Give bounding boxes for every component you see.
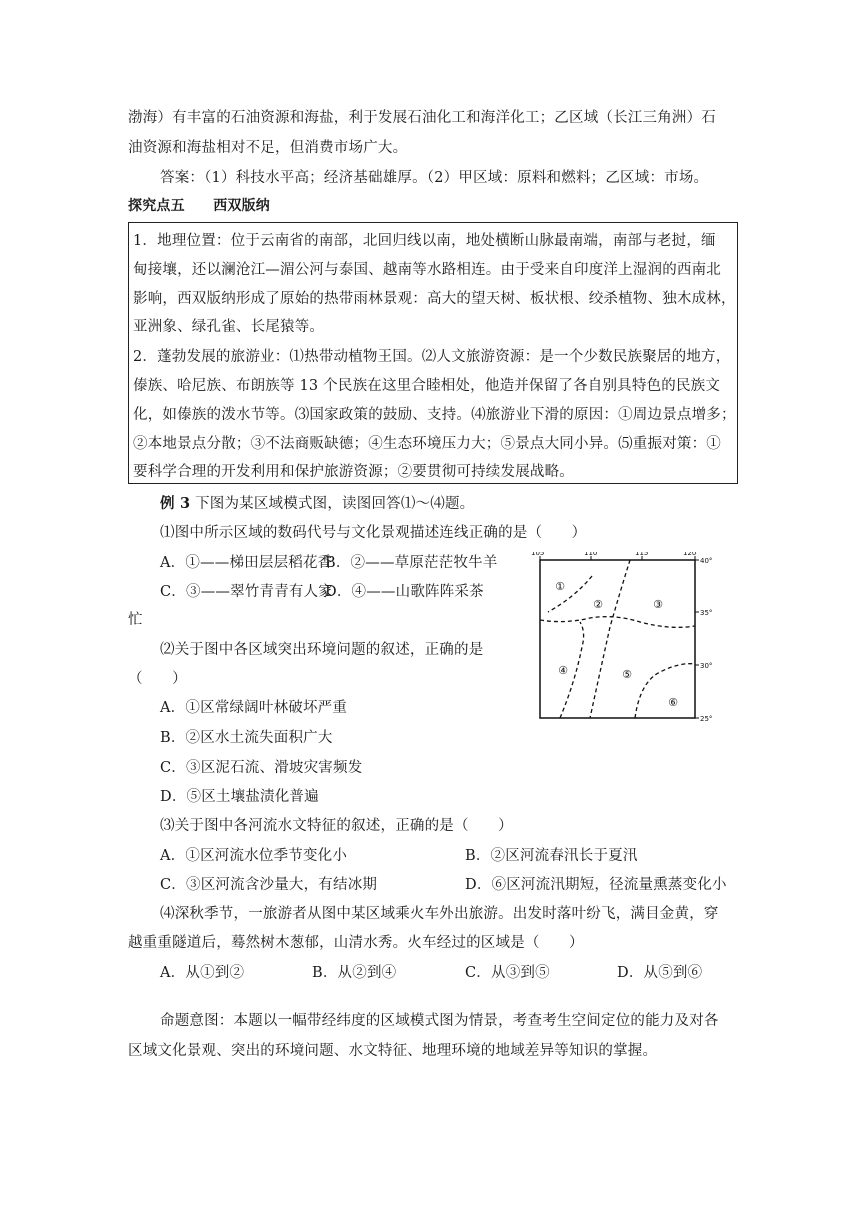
box-line: ②本地景点分散；③不法商贩缺德；④生态环境压力大；⑤景点大同小异。⑸重振对策：① <box>133 436 721 452</box>
question-stem: 越重重隧道后，蓦然树木葱郁，山清水秀。火车经过的区域是（ ） <box>128 935 584 951</box>
intent-line: 命题意图：本题以一幅带经纬度的区域模式图为情景，考查考生空间定位的能力及对各 <box>160 1013 719 1029</box>
option: B．从②到④ <box>312 965 397 981</box>
lat-label: 30° <box>700 662 713 670</box>
lat-label: 35° <box>700 609 713 617</box>
option: A．①区常绿阔叶林破坏严重 <box>160 700 348 716</box>
option: C．从③到⑤ <box>465 965 550 981</box>
box-line: 傣族、哈尼族、布朗族等 13 个民族在这里合睦相处，他造并保留了各自别具特色的民族文 <box>133 378 721 394</box>
box-line: 化，如傣族的泼水节等。⑶国家政策的鼓励、支持。⑷旅游业下滑的原因：①周边景点增多； <box>133 407 736 423</box>
lat-label: 40° <box>700 557 713 565</box>
option: D．⑥区河流汛期短，径流量熏蒸变化小 <box>465 877 727 893</box>
lon-label: 120° <box>683 552 700 557</box>
region-label: ④ <box>558 664 568 677</box>
region-label: ② <box>593 598 603 611</box>
box-line: 2．蓬勃发展的旅游业：⑴热带动植物王国。⑵人文旅游资源：是一个少数民族聚居的地方， <box>133 349 731 365</box>
question-stem: （ ） <box>128 671 187 687</box>
box-line: 亚洲象、绿孔雀、长尾猿等。 <box>133 319 325 335</box>
option: B．②区水土流失面积广大 <box>160 730 333 746</box>
option: C．③——翠竹青青有人家 <box>160 584 333 600</box>
option: A．从①到② <box>160 965 245 981</box>
section-title: 探究点五 西双版纳 <box>128 198 270 214</box>
question-stem: ⑵关于图中各区域突出环境问题的叙述，正确的是 <box>160 642 484 658</box>
question-stem: ⑶关于图中各河流水文特征的叙述，正确的是（ ） <box>160 818 513 834</box>
text-line: 渤海）有丰富的石油资源和海盐，利于发展石油化工和海洋化工；乙区域（长江三角洲）石 <box>128 110 716 126</box>
region-model-map <box>530 552 720 728</box>
text-line: 油资源和海盐相对不足，但消费市场广大。 <box>128 140 408 156</box>
question-stem: ⑷深秋季节，一旅游者从图中某区域乘火车外出旅游。出发时落叶纷飞，满目金黄，穿 <box>160 906 719 922</box>
option: D．④——山歌阵阵采茶 <box>325 584 484 600</box>
region-label: ⑤ <box>622 668 632 681</box>
box-line: 1．地理位置：位于云南省的南部，北回归线以南，地处横断山脉最南端，南部与老挝，缅 <box>133 233 716 249</box>
region-label: ⑥ <box>668 696 678 709</box>
lon-label: 110° <box>584 552 601 557</box>
example-label: 例 3 <box>160 495 191 512</box>
option: C．③区河流含沙量大，有结冰期 <box>160 877 378 893</box>
option-continued: 忙 <box>128 612 143 628</box>
example-intro: 下图为某区域模式图，读图回答⑴～⑷题。 <box>195 496 475 512</box>
box-line: 影响，西双版纳形成了原始的热带雨林景观：高大的望天树、板状根、绞杀植物、独木成林， <box>133 291 736 307</box>
option: B．②区河流春汛长于夏汛 <box>465 848 638 864</box>
lon-label: 105° <box>531 552 548 557</box>
region-label: ③ <box>653 598 663 611</box>
lon-label: 115° <box>635 552 652 557</box>
option: B．②——草原茫茫牧牛羊 <box>325 555 498 571</box>
region-label: ① <box>555 580 565 593</box>
question-stem: ⑴图中所示区域的数码代号与文化景观描述连线正确的是（ ） <box>160 525 587 541</box>
option: C．③区泥石流、滑坡灾害频发 <box>160 760 363 776</box>
option: D．从⑤到⑥ <box>617 965 703 981</box>
example-heading <box>160 494 770 514</box>
intent-line: 区域文化景观、突出的环境问题、水文特征、地理环境的地域差异等知识的掌握。 <box>128 1043 658 1059</box>
box-line: 要科学合理的开发利用和保护旅游资源；②要贯彻可持续发展战略。 <box>133 464 574 480</box>
lat-label: 25° <box>700 715 713 723</box>
option: A．①——梯田层层稻花香 <box>160 555 333 571</box>
option: D．⑤区土壤盐渍化普遍 <box>160 789 319 805</box>
option: A．①区河流水位季节变化小 <box>160 848 348 864</box>
info-box <box>128 222 738 484</box>
answer-line: 答案：（1）科技水平高；经济基础雄厚。（2）甲区域：原料和燃料；乙区域：市场。 <box>160 170 709 186</box>
box-line: 甸接壤，还以澜沧江—湄公河与泰国、越南等水路相连。由于受来自印度洋上湿润的西南北 <box>133 262 721 278</box>
